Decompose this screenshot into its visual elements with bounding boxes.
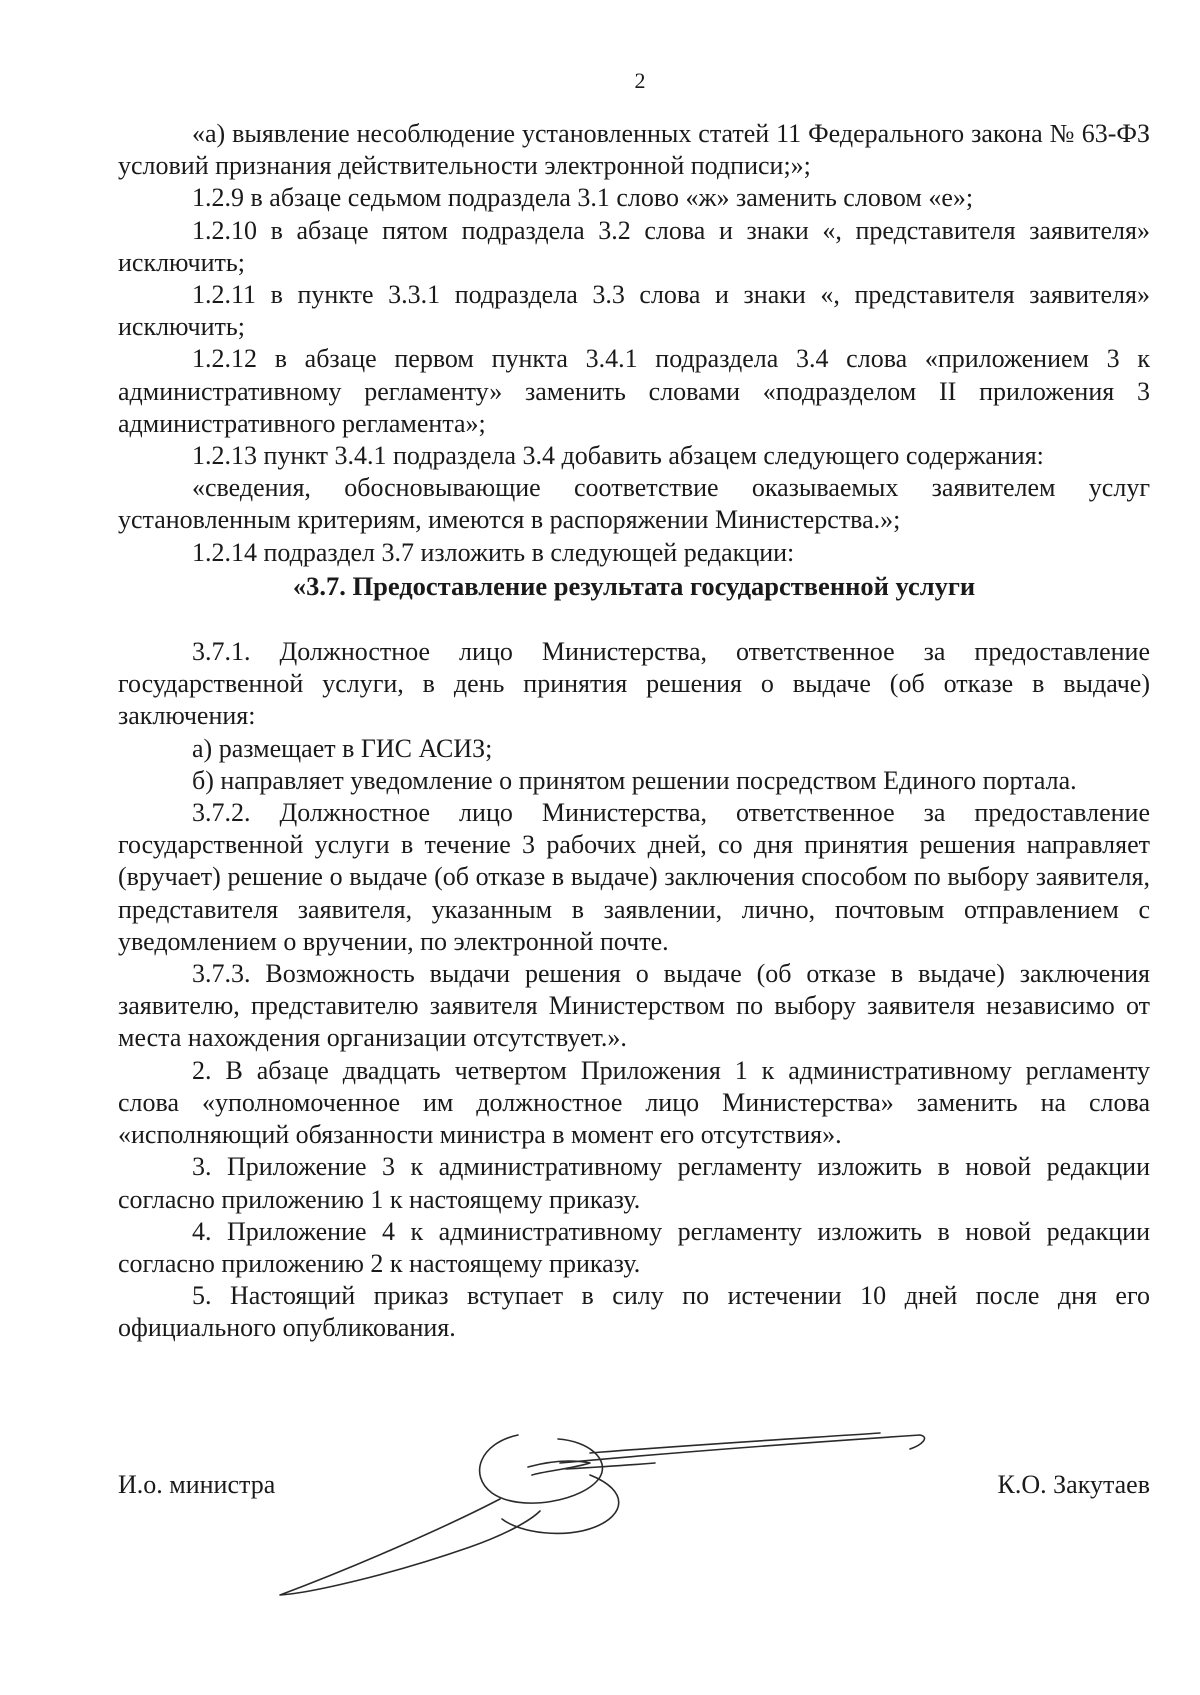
paragraph: 1.2.14 подраздел 3.7 изложить в следующей редакции: — [192, 537, 795, 567]
paragraph: 1.2.13 пункт 3.4.1 подраздела 3.4 добавить абзацем следующего содержания: — [192, 441, 1044, 471]
paragraph: а) размещает в ГИС АСИЗ; — [192, 733, 493, 763]
paragraph: 3. Приложение 3 к административному регламенту изложить в новой редакции согласно приложению 1 к настоящему приказу. — [118, 1152, 1150, 1214]
paragraph: 1.2.10 в абзаце пятом подраздела 3.2 слова и знаки «, представителя заявителя» исключить; — [118, 215, 1150, 277]
page-number: 2 — [634, 68, 646, 93]
handwritten-signature — [270, 1415, 1040, 1630]
signature-block — [118, 1470, 1150, 1510]
section-heading: «3.7. Предоставление результата государственной услуги — [292, 570, 976, 601]
paragraph: 3.7.3. Возможность выдачи решения о выдаче (об отказе в выдаче) заключения заявителю, представителю заявителя Министерством по выбору заявителя независимо от места нахождения организации отсутствует.». — [118, 959, 1150, 1053]
paragraph: 1.2.9 в абзаце седьмом подраздела 3.1 слово «ж» заменить словом «е»; — [192, 183, 974, 213]
paragraph: «сведения, обосновывающие соответствие оказываемых заявителем услуг установленным критериям, имеются в распоряжении Министерства.»; — [118, 473, 1150, 535]
signatory-name: К.О. Закутаев — [997, 1470, 1150, 1499]
document-body — [118, 118, 1150, 1345]
paragraph: 2. В абзаце двадцать четвертом Приложения 1 к административному регламенту слова «уполномоченное им должностное лицо Министерства» заменить на слова «исполняющий обязанности министра в момент его отсутствия». — [118, 1055, 1150, 1150]
paragraph: б) направляет уведомление о принятом решении посредством Единого портала. — [192, 765, 1077, 795]
paragraph: 1.2.11 в пункте 3.3.1 подраздела 3.3 слова и знаки «, представителя заявителя» исключить; — [118, 280, 1150, 342]
paragraph: 1.2.12 в абзаце первом пункта 3.4.1 подраздела 3.4 слова «приложением 3 к административному регламенту» заменить словами «подразделом II приложения 3 административного регламента»; — [118, 344, 1150, 438]
paragraph: 3.7.2. Должностное лицо Министерства, ответственное за предоставление государственной услуги в течение 3 рабочих дней, со дня принятия решения направляет (вручает) решение о выдаче (об отказе в выдаче) заключения способом по выбору заявителя, представителя заявителя, указанным в заявлении, лично, почтовым отправлением с уведомлением о вручении, по электронной почте. — [118, 798, 1150, 956]
paragraph: 4. Приложение 4 к административному регламенту изложить в новой редакции согласно приложению 2 к настоящему приказу. — [118, 1216, 1150, 1278]
paragraph: 3.7.1. Должностное лицо Министерства, ответственное за предоставление государственной услуги, в день принятия решения о выдаче (об отказе в выдаче) заключения: — [118, 637, 1150, 731]
paragraph: «а) выявление несоблюдение установленных статей 11 Федерального закона № 63-ФЗ условий признания действительности электронной подписи;»; — [118, 119, 1150, 181]
paragraph: 5. Настоящий приказ вступает в силу по истечении 10 дней после дня его официального опубликования. — [118, 1281, 1150, 1343]
signatory-position: И.о. министра — [118, 1470, 276, 1499]
